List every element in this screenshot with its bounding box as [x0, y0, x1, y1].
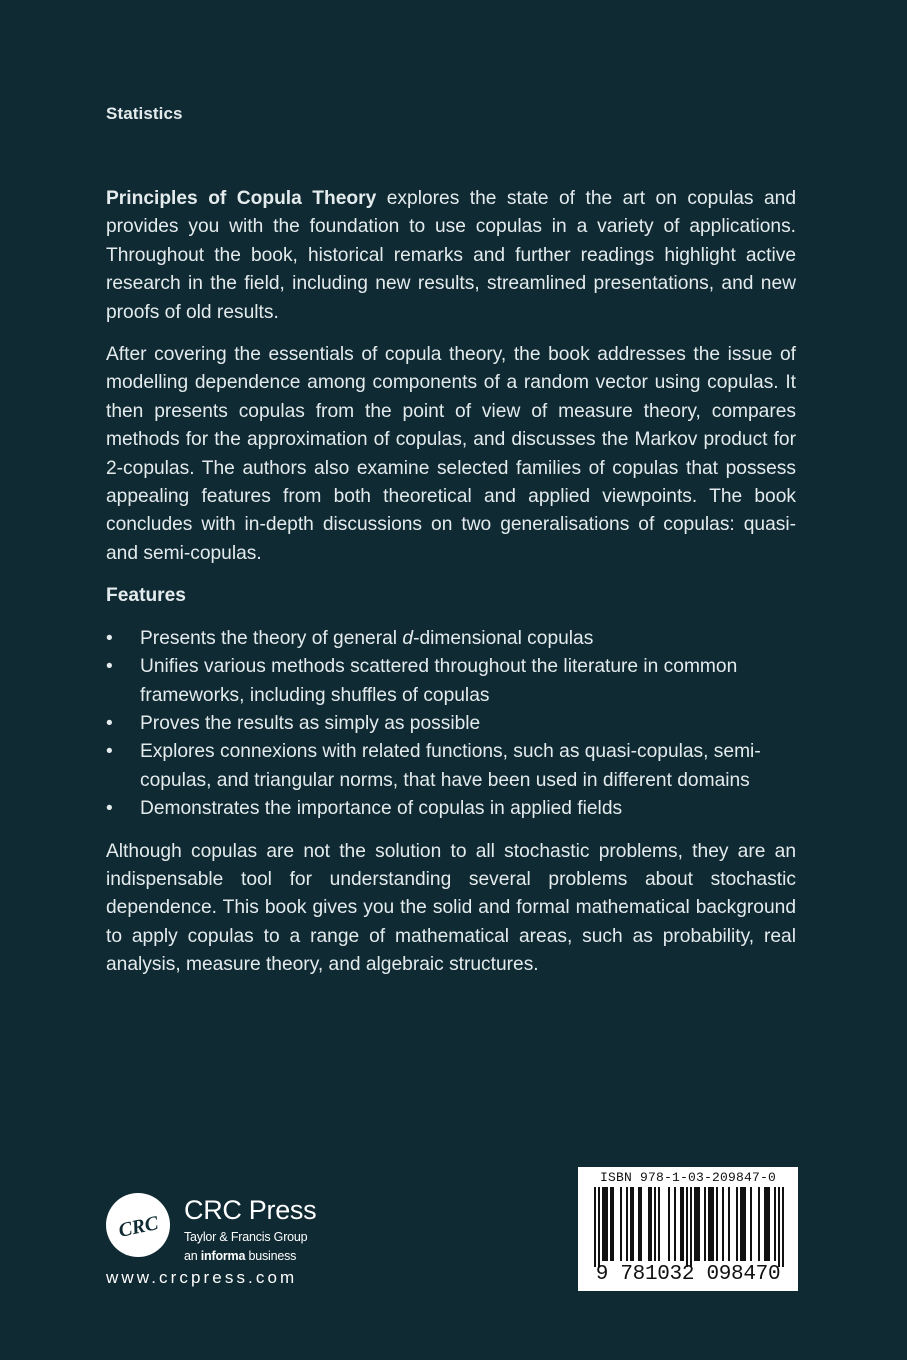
barcode-bar [626, 1187, 628, 1261]
barcode-bar [612, 1187, 614, 1261]
closing-paragraph: Although copulas are not the solution to all stochastic problems, they are an indispensable tool for understanding several problems about stochastic dependence. This book gives you the solid and formal mathematical background to apply copulas to a range of mathematical areas, such as probability, real analysis, measure theory, and algebraic structures. [106, 840, 796, 976]
barcode-bar [680, 1187, 682, 1261]
feature-item [106, 738, 796, 795]
barcode-bar [716, 1187, 718, 1261]
feature-text: -dimensional copulas [413, 627, 594, 649]
barcode-bar [682, 1187, 684, 1261]
barcode-bar [774, 1187, 776, 1261]
feature-text: Proves the results as simply as possible [140, 712, 481, 734]
barcode-bar [604, 1187, 606, 1261]
barcode-bar [744, 1187, 746, 1261]
feature-text: Presents the theory of general [140, 627, 403, 649]
tagline-pre: an [184, 1249, 201, 1263]
barcode-bar [728, 1187, 730, 1261]
barcode-bar [620, 1187, 622, 1261]
barcode-bar [602, 1187, 604, 1261]
crc-logo-icon [106, 1193, 170, 1257]
barcode-bar [782, 1187, 784, 1267]
isbn-text: ISBN 978-1-03-209847-0 [599, 1170, 777, 1185]
bullet-icon: • [106, 741, 113, 763]
barcode-bar [778, 1187, 780, 1267]
publisher-name: CRC Press [184, 1195, 317, 1225]
publisher-group: Taylor & Francis Group [184, 1230, 308, 1244]
barcode-bar [650, 1187, 652, 1261]
barcode-bar [598, 1187, 600, 1267]
barcode-bar [668, 1187, 670, 1261]
barcode-bar [690, 1187, 692, 1267]
barcode-bar [710, 1187, 712, 1261]
barcode-bar [766, 1187, 768, 1261]
barcode-bar [698, 1187, 700, 1261]
barcode-bar [658, 1187, 660, 1261]
back-cover-description [106, 185, 796, 994]
barcode-bar [736, 1187, 738, 1261]
intro-paragraph [106, 185, 796, 327]
feature-item [106, 625, 796, 653]
tagline-post: business [245, 1249, 297, 1263]
logo-mark-text: CRC [116, 1212, 161, 1242]
category-label: Statistics [106, 104, 183, 123]
barcode-bar [750, 1187, 752, 1261]
barcode-bar [704, 1187, 706, 1261]
tagline-bold: informa [200, 1249, 246, 1263]
feature-text: Unifies various methods scattered throughout the literature in common frameworks, including shuffles of copulas [140, 656, 738, 706]
feature-item [106, 653, 796, 710]
barcode-bar [686, 1187, 688, 1267]
feature-item [106, 795, 796, 823]
barcode-bar [722, 1187, 724, 1261]
barcode-bar [594, 1187, 596, 1267]
publisher-website: www.crcpress.com [106, 1268, 298, 1287]
features-list [106, 625, 796, 824]
feature-text-italic: d [402, 627, 414, 649]
barcode-bar [640, 1187, 642, 1261]
barcode-bar [696, 1187, 698, 1261]
feature-text: Demonstrates the importance of copulas in applied fields [140, 798, 623, 820]
barcode-bar [768, 1187, 770, 1261]
isbn-barcode [578, 1167, 798, 1291]
bullet-icon: • [106, 656, 113, 678]
barcode-bar [674, 1187, 676, 1261]
barcode-bar [758, 1187, 760, 1261]
barcode-bar [708, 1187, 710, 1261]
barcode-bar [764, 1187, 766, 1261]
barcode-bar [610, 1187, 612, 1261]
barcode-bar [638, 1187, 640, 1261]
feature-text: Explores connexions with related functions, such as quasi-copulas, semi-copulas, and triangular norms, that have been used in different domains [140, 741, 761, 791]
publisher-tagline [184, 1249, 296, 1263]
bullet-icon: • [106, 712, 113, 734]
summary-paragraph: After covering the essentials of copula theory, the book addresses the issue of modelling dependence among components of a random vector using copulas. It then presents copulas from the point of view of measure theory, compares methods for the approximation of copulas, and discusses the Markov product for 2-copulas. The authors also examine selected families of copulas that possess appealing features from both theoretical and applied viewpoints. The book concludes with in-depth discussions on two generalisations of copulas: quasi- and semi-copulas. [106, 344, 796, 564]
barcode-digits: 9 781032 098470 [595, 1263, 781, 1286]
book-title: Principles of Copula Theory [106, 188, 377, 209]
barcode-bar [606, 1187, 608, 1261]
features-heading: Features [106, 585, 186, 607]
barcode-bar [712, 1187, 714, 1261]
barcode-bar [630, 1187, 632, 1261]
barcode-bar [742, 1187, 744, 1261]
barcode-bar [654, 1187, 656, 1261]
bullet-icon: • [106, 798, 113, 820]
barcode-bar [740, 1187, 742, 1261]
bullet-icon: • [106, 627, 113, 649]
feature-item [106, 710, 796, 738]
intro-text: explores the state of the art on copulas and provides you with the foundation to use copulas in a variety of applications. Throughout the book, historical remarks and further readings highlight active research in the field, including new results, streamlined presentations, and new proofs of old results. [106, 188, 796, 323]
barcode-bar [632, 1187, 634, 1261]
barcode-bar [648, 1187, 650, 1261]
barcode-bar [694, 1187, 696, 1261]
